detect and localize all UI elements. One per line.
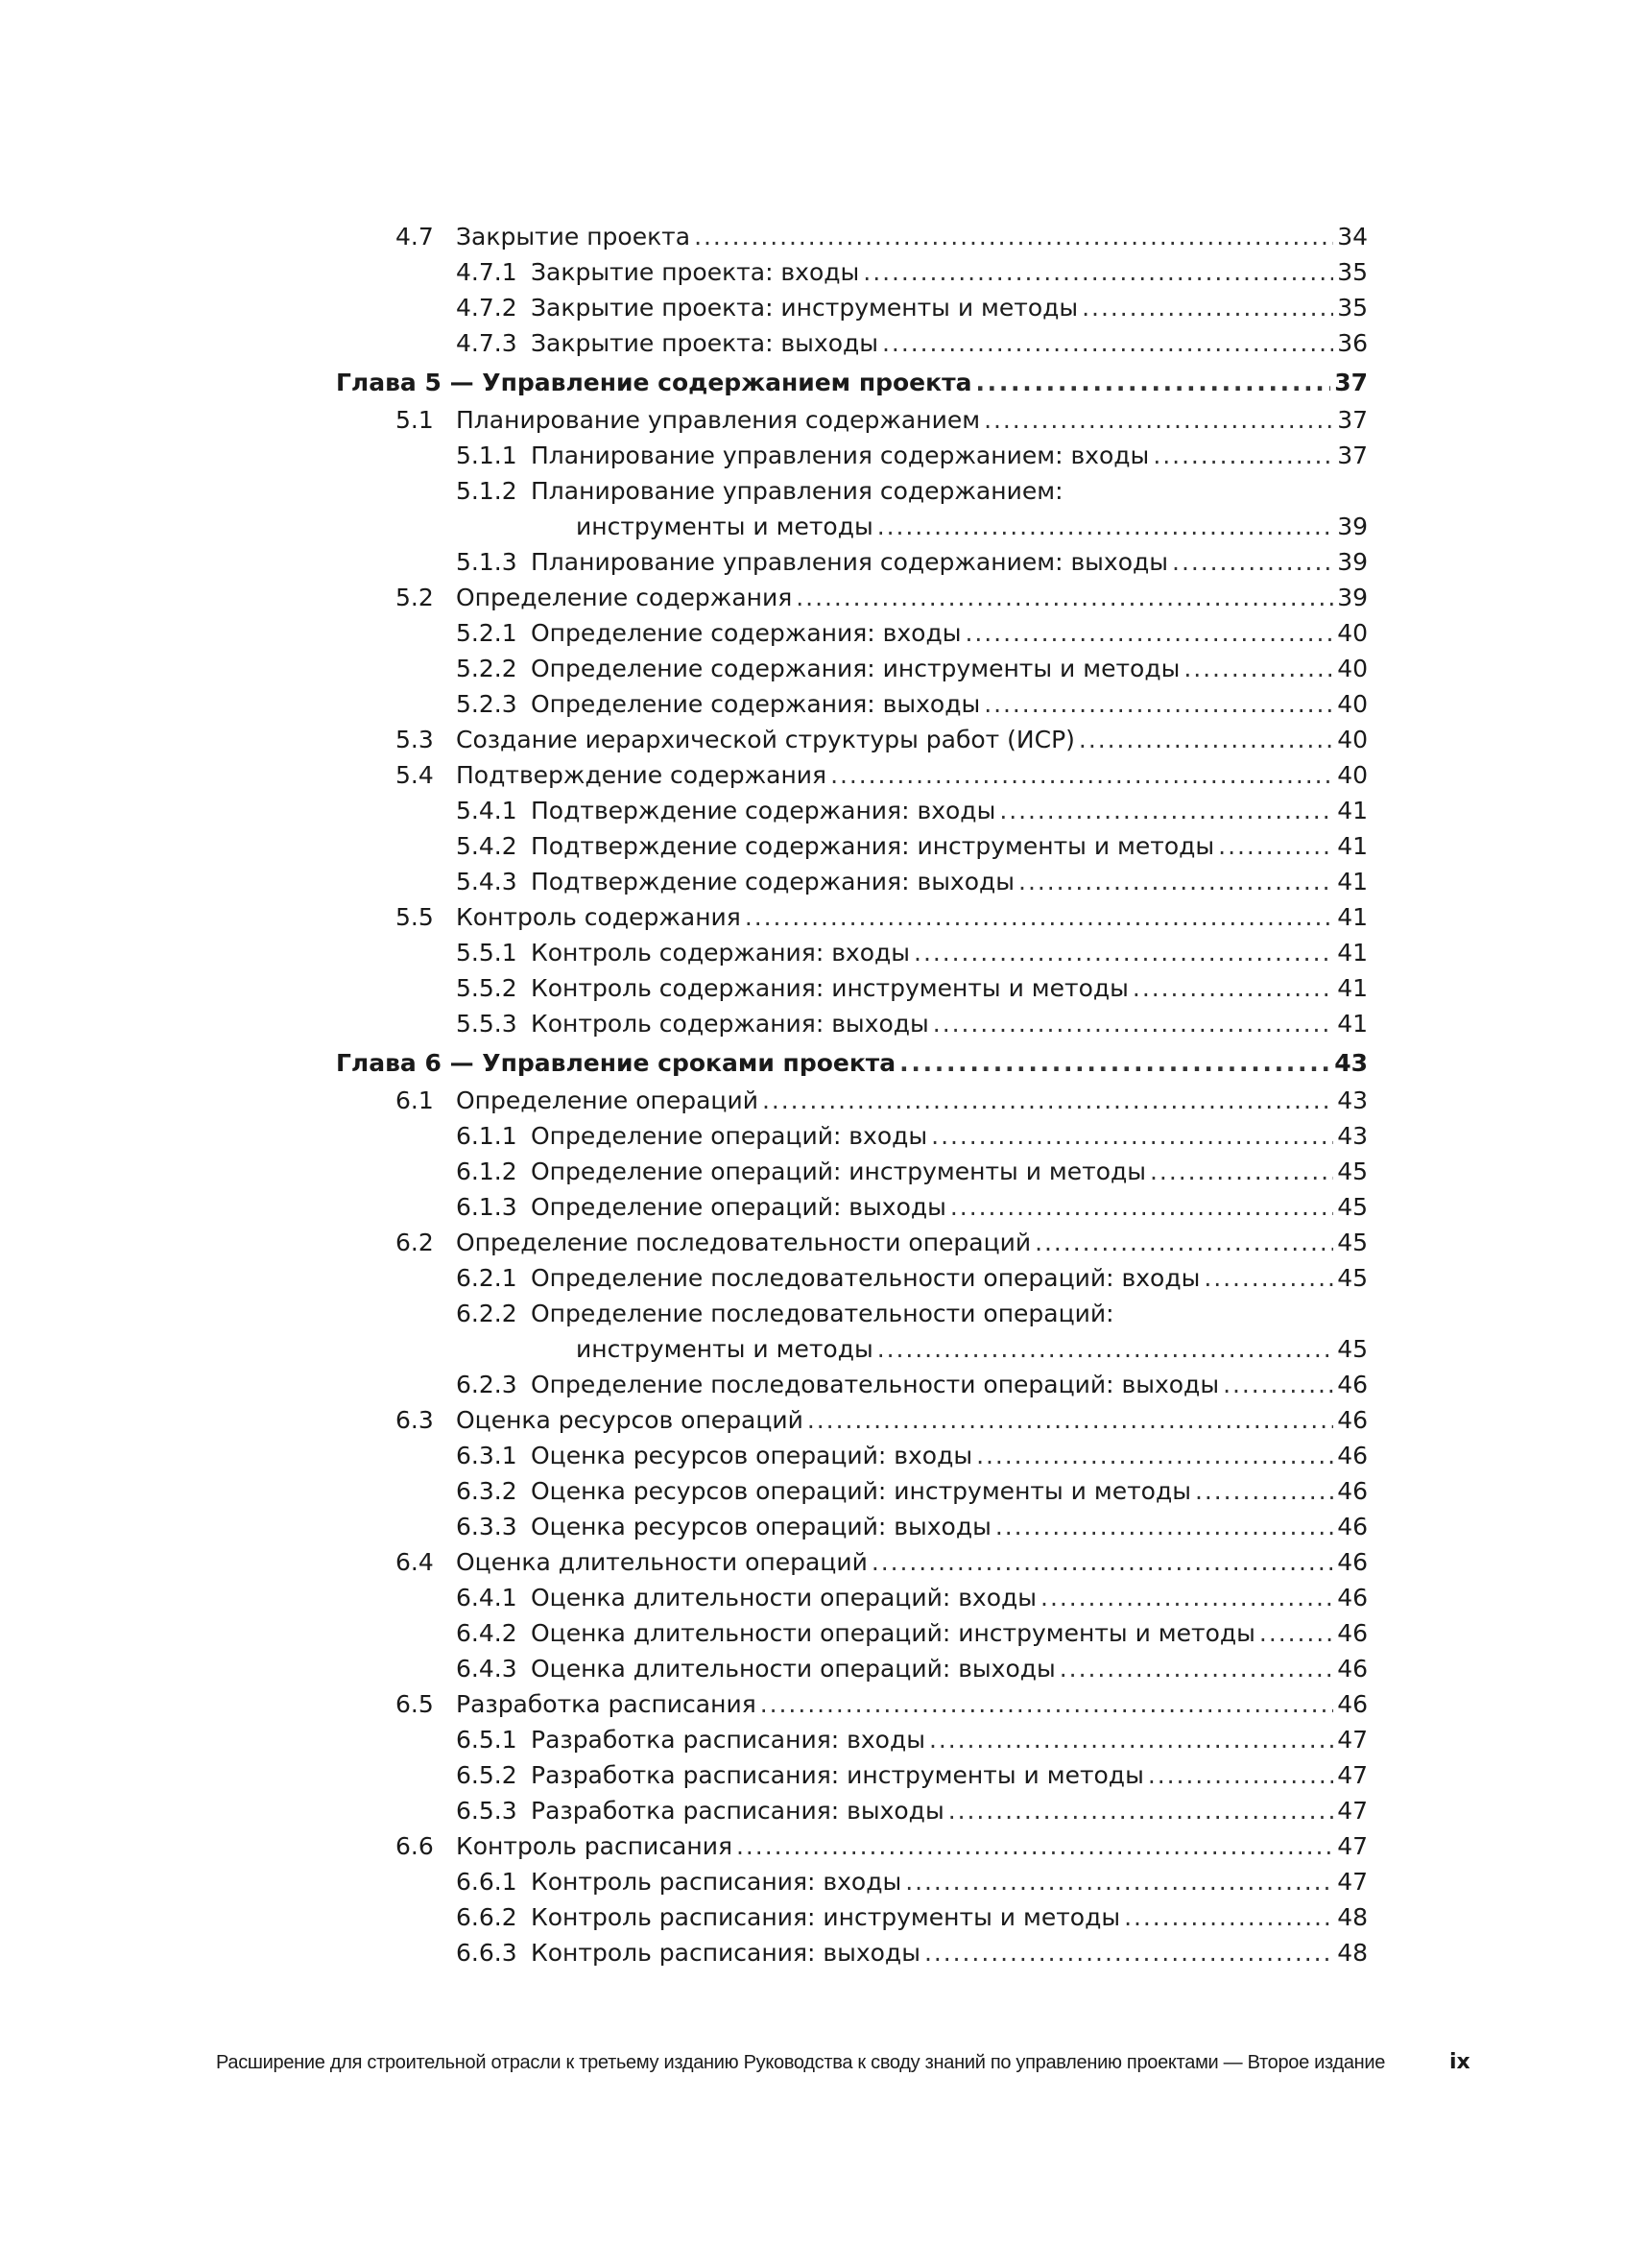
- toc-entry-page: 40: [1337, 655, 1368, 682]
- toc-entry-leader: [456, 1544, 1368, 1580]
- toc-subsection-entry: [0, 686, 1625, 722]
- toc-entry-title: Планирование управления содержанием: выходы: [531, 548, 1169, 576]
- toc-entry-leader: [531, 1580, 1368, 1615]
- toc-entry-title: Контроль содержания: инструменты и методы: [531, 974, 1129, 1002]
- toc-entry-number: 5.5.1: [456, 939, 517, 967]
- toc-entry-page: 48: [1337, 1939, 1368, 1967]
- toc-entry-leader: [456, 722, 1368, 757]
- toc-entry-title: Глава 6 — Управление сроками проекта: [336, 1049, 896, 1077]
- toc-entry-title: Подтверждение содержания: выходы: [531, 868, 1016, 895]
- dot-leader: [760, 1686, 1333, 1722]
- toc-entry-number: 6.4: [395, 1548, 434, 1576]
- toc-entry-number: 5.1.2: [456, 477, 517, 505]
- toc-entry-page: 46: [1337, 1690, 1368, 1718]
- toc-entry-number: 4.7: [395, 223, 434, 251]
- toc-entry-number: 5.4.1: [456, 797, 517, 824]
- toc-section-entry: [0, 899, 1625, 935]
- toc-entry-number: 6.3: [395, 1406, 434, 1434]
- toc-entry-leader: [531, 1899, 1368, 1935]
- toc-entry-page: 45: [1337, 1158, 1368, 1185]
- toc-entry-leader: [531, 544, 1368, 580]
- toc-entry-number: 6.6.2: [456, 1903, 517, 1931]
- toc-entry-page: 48: [1337, 1903, 1368, 1931]
- toc-entry-title: Контроль расписания: входы: [531, 1868, 902, 1896]
- toc-subsection-entry: [0, 1438, 1625, 1473]
- dot-leader: [762, 1083, 1333, 1118]
- toc-entry-page: 45: [1337, 1229, 1368, 1256]
- toc-entry-leader: [456, 1402, 1368, 1438]
- toc-entry-title: Определение содержания: входы: [531, 619, 962, 647]
- table-of-contents: [0, 219, 1625, 1970]
- dot-leader: [914, 935, 1333, 970]
- toc-entry-page: 47: [1337, 1832, 1368, 1860]
- toc-subsection-entry: [0, 1260, 1625, 1296]
- toc-subsection-entry: [0, 254, 1625, 290]
- toc-entry-page: 46: [1337, 1548, 1368, 1576]
- toc-subsection-entry: [0, 1793, 1625, 1828]
- toc-entry-leader: [531, 1509, 1368, 1544]
- toc-subsection-entry: [0, 615, 1625, 651]
- toc-entry-title: Подтверждение содержания: инструменты и методы: [531, 832, 1215, 860]
- toc-entry-number: 5.1.3: [456, 548, 517, 576]
- toc-entry-leader: [531, 828, 1368, 864]
- toc-entry-leader: [531, 1615, 1368, 1651]
- toc-section-entry: [0, 1544, 1625, 1580]
- toc-entry-number: 6.4.3: [456, 1655, 517, 1683]
- toc-entry-page: 41: [1337, 939, 1368, 967]
- toc-subsection-entry: [0, 1189, 1625, 1225]
- toc-entry-title: Определение последовательности операций: [456, 1229, 1032, 1256]
- toc-entry-leader: [531, 1367, 1368, 1402]
- toc-entry-number: 6.2.1: [456, 1264, 517, 1292]
- toc-entry-page: 40: [1337, 619, 1368, 647]
- dot-leader: [877, 1331, 1333, 1367]
- dot-leader: [931, 1118, 1333, 1154]
- toc-entry-number: 6.5.1: [456, 1726, 517, 1754]
- toc-entry-title: Оценка длительности операций: выходы: [531, 1655, 1056, 1683]
- toc-entry-number: 5.2.2: [456, 655, 517, 682]
- toc-entry-page: 39: [1337, 584, 1368, 611]
- toc-entry-page: 46: [1337, 1371, 1368, 1398]
- toc-entry-page: 37: [1337, 406, 1368, 434]
- toc-entry-number: 5.3: [395, 726, 434, 753]
- toc-entry-page: 34: [1337, 223, 1368, 251]
- toc-entry-page: 39: [1337, 548, 1368, 576]
- toc-entry-page: 41: [1337, 1010, 1368, 1038]
- toc-entry-leader: [531, 1651, 1368, 1686]
- toc-subsection-entry: [0, 1580, 1625, 1615]
- toc-entry-leader: [456, 1083, 1368, 1118]
- toc-entry-page: 45: [1337, 1264, 1368, 1292]
- dot-leader: [736, 1828, 1333, 1864]
- toc-entry-number: 6.3.2: [456, 1477, 517, 1505]
- toc-section-entry: [0, 1402, 1625, 1438]
- toc-entry-leader: [531, 970, 1368, 1006]
- toc-entry-title: Определение операций: выходы: [531, 1193, 946, 1221]
- dot-leader: [1218, 828, 1333, 864]
- dot-leader: [905, 1864, 1333, 1899]
- toc-subsection-entry: [0, 1935, 1625, 1970]
- toc-entry-page: 40: [1337, 690, 1368, 718]
- toc-entry-title: Определение содержания: [456, 584, 793, 611]
- toc-entry-leader: [531, 1864, 1368, 1899]
- toc-entry-page: 41: [1337, 797, 1368, 824]
- toc-entry-number: 6.5.2: [456, 1761, 517, 1789]
- running-footer: Расширение для строительной отрасли к третьему изданию Руководства к своду знаний по управлению проектами — Второе издание: [216, 2052, 1386, 2073]
- dot-leader: [984, 686, 1333, 722]
- dot-leader: [1133, 970, 1333, 1006]
- toc-entry-number: 6.2: [395, 1229, 434, 1256]
- toc-entry-leader: [456, 1828, 1368, 1864]
- toc-section-entry: [0, 1225, 1625, 1260]
- dot-leader: [1153, 438, 1333, 473]
- toc-section-entry: [0, 1083, 1625, 1118]
- dot-leader: [1035, 1225, 1333, 1260]
- toc-entry-page: 41: [1337, 974, 1368, 1002]
- toc-entry-number: 4.7.1: [456, 258, 517, 286]
- dot-leader: [830, 757, 1333, 793]
- toc-entry-continuation: [0, 509, 1625, 544]
- toc-entry-title: Разработка расписания: инструменты и методы: [531, 1761, 1144, 1789]
- toc-entry-title: Определение операций: входы: [531, 1122, 928, 1150]
- toc-subsection-entry: [0, 1864, 1625, 1899]
- toc-entry-leader: [531, 935, 1368, 970]
- toc-entry-page: 45: [1337, 1193, 1368, 1221]
- toc-entry-title: Закрытие проекта: выходы: [531, 329, 879, 357]
- toc-entry-page: 35: [1337, 294, 1368, 322]
- dot-leader: [1259, 1615, 1333, 1651]
- toc-entry-leader: [531, 1473, 1368, 1509]
- toc-entry-page: 40: [1337, 726, 1368, 753]
- dot-leader: [863, 254, 1333, 290]
- dot-leader: [995, 1509, 1333, 1544]
- toc-entry-page: 37: [1334, 369, 1368, 396]
- toc-subsection-entry: [0, 651, 1625, 686]
- toc-entry-leader: [531, 793, 1368, 828]
- toc-section-entry: [0, 1828, 1625, 1864]
- toc-entry-leader: [531, 1260, 1368, 1296]
- toc-entry-number: 5.1: [395, 406, 434, 434]
- dot-leader: [1018, 864, 1333, 899]
- toc-entry-leader: [576, 1331, 1368, 1367]
- toc-entry-title: Оценка ресурсов операций: инструменты и методы: [531, 1477, 1191, 1505]
- toc-entry-title: Оценка ресурсов операций: входы: [531, 1442, 973, 1469]
- toc-entry-title: Определение операций: [456, 1086, 758, 1114]
- toc-entry-page: 47: [1337, 1797, 1368, 1825]
- toc-entry-title: Оценка ресурсов операций: [456, 1406, 803, 1434]
- toc-entry-page: 39: [1337, 513, 1368, 540]
- toc-entry-leader: [456, 899, 1368, 935]
- toc-entry-page: 45: [1337, 1335, 1368, 1363]
- toc-entry-title: Контроль расписания: выходы: [531, 1939, 920, 1967]
- toc-subsection-entry: [0, 1651, 1625, 1686]
- toc-subsection-entry: [0, 970, 1625, 1006]
- toc-entry-number: 4.7.3: [456, 329, 517, 357]
- toc-entry-page: 47: [1337, 1868, 1368, 1896]
- toc-entry-title: Определение последовательности операций: выходы: [531, 1371, 1220, 1398]
- toc-entry-number: 6.1.3: [456, 1193, 517, 1221]
- toc-entry-number: 6.2.3: [456, 1371, 517, 1398]
- toc-entry-page: 47: [1337, 1761, 1368, 1789]
- dot-leader: [1148, 1757, 1333, 1793]
- toc-section-entry: [0, 219, 1625, 254]
- toc-entry-number: 5.2: [395, 584, 434, 611]
- toc-entry-title: Оценка длительности операций: входы: [531, 1584, 1038, 1611]
- toc-entry-page: 46: [1337, 1584, 1368, 1611]
- toc-entry-title: Контроль содержания: [456, 903, 741, 931]
- toc-entry-title: Определение последовательности операций:: [531, 1300, 1114, 1327]
- toc-entry-leader: [531, 1118, 1368, 1154]
- toc-entry-number: 6.2.2: [456, 1300, 517, 1327]
- toc-subsection-entry: [0, 1367, 1625, 1402]
- toc-subsection-entry: [0, 473, 1625, 509]
- toc-entry-number: 5.4: [395, 761, 434, 789]
- dot-leader: [976, 1438, 1333, 1473]
- toc-entry-number: 5.5.2: [456, 974, 517, 1002]
- toc-entry-title: Планирование управления содержанием:: [531, 477, 1063, 505]
- toc-entry-number: 6.3.3: [456, 1513, 517, 1540]
- toc-entry-number: 6.6.3: [456, 1939, 517, 1967]
- toc-subsection-entry: [0, 1722, 1625, 1757]
- toc-section-entry: [0, 722, 1625, 757]
- toc-entry-number: 6.6: [395, 1832, 434, 1860]
- toc-entry-title: Разработка расписания: [456, 1690, 756, 1718]
- dot-leader: [948, 1793, 1333, 1828]
- toc-entry-number: 6.4.2: [456, 1619, 517, 1647]
- toc-entry-leader: [456, 580, 1368, 615]
- toc-subsection-entry: [0, 828, 1625, 864]
- toc-entry-leader: [456, 757, 1368, 793]
- toc-subsection-entry: [0, 1473, 1625, 1509]
- toc-entry-title: Планирование управления содержанием: [456, 406, 981, 434]
- dot-leader: [1150, 1154, 1333, 1189]
- toc-section-entry: [0, 757, 1625, 793]
- toc-entry-page: 37: [1337, 442, 1368, 469]
- toc-entry-page: 35: [1337, 258, 1368, 286]
- toc-entry-title: Подтверждение содержания: входы: [531, 797, 996, 824]
- dot-leader: [807, 1402, 1333, 1438]
- toc-entry-leader: [456, 219, 1368, 254]
- toc-entry-page: 46: [1337, 1442, 1368, 1469]
- dot-leader: [950, 1189, 1333, 1225]
- toc-entry-leader: [576, 509, 1368, 544]
- toc-entry-page: 46: [1337, 1655, 1368, 1683]
- toc-entry-page: 46: [1337, 1406, 1368, 1434]
- toc-entry-number: 5.2.1: [456, 619, 517, 647]
- toc-entry-leader: [531, 1189, 1368, 1225]
- toc-entry-leader: [531, 325, 1368, 361]
- toc-entry-leader: [531, 1757, 1368, 1793]
- toc-subsection-entry: [0, 864, 1625, 899]
- dot-leader: [872, 1544, 1333, 1580]
- toc-entry-title: Оценка длительности операций: [456, 1548, 868, 1576]
- toc-chapter-entry: [0, 364, 1625, 402]
- toc-entry-title: Закрытие проекта: инструменты и методы: [531, 294, 1079, 322]
- toc-entry-page: 43: [1334, 1049, 1368, 1077]
- dot-leader: [1124, 1899, 1333, 1935]
- toc-subsection-entry: [0, 325, 1625, 361]
- dot-leader: [877, 509, 1333, 544]
- toc-entry-page: 47: [1337, 1726, 1368, 1754]
- toc-entry-continuation: [0, 1331, 1625, 1367]
- toc-entry-title: Подтверждение содержания: [456, 761, 827, 789]
- toc-entry-leader: [531, 651, 1368, 686]
- toc-entry-number: 6.5.3: [456, 1797, 517, 1825]
- dot-leader: [999, 793, 1333, 828]
- toc-section-entry: [0, 402, 1625, 438]
- dot-leader: [1195, 1473, 1333, 1509]
- toc-entry-title: Контроль содержания: выходы: [531, 1010, 929, 1038]
- toc-subsection-entry: [0, 1296, 1625, 1331]
- toc-entry-title: инструменты и методы: [576, 1335, 873, 1363]
- toc-entry-leader: [531, 254, 1368, 290]
- toc-entry-title: Контроль расписания: [456, 1832, 733, 1860]
- toc-entry-page: 46: [1337, 1477, 1368, 1505]
- toc-entry-title: Планирование управления содержанием: входы: [531, 442, 1150, 469]
- toc-entry-title: Определение операций: инструменты и методы: [531, 1158, 1147, 1185]
- dot-leader: [882, 325, 1333, 361]
- toc-entry-page: 40: [1337, 761, 1368, 789]
- toc-subsection-entry: [0, 793, 1625, 828]
- toc-entry-leader: [531, 864, 1368, 899]
- toc-entry-title: Закрытие проекта: входы: [531, 258, 860, 286]
- toc-section-entry: [0, 580, 1625, 615]
- toc-entry-title: Закрытие проекта: [456, 223, 691, 251]
- toc-entry-leader: [336, 364, 1368, 402]
- dot-leader: [745, 899, 1333, 935]
- toc-entry-leader: [531, 1793, 1368, 1828]
- toc-chapter-entry: [0, 1044, 1625, 1083]
- toc-entry-number: 6.1.2: [456, 1158, 517, 1185]
- dot-leader: [1204, 1260, 1333, 1296]
- toc-entry-leader: [531, 1935, 1368, 1970]
- toc-entry-leader: [531, 290, 1368, 325]
- toc-entry-title: Оценка ресурсов операций: выходы: [531, 1513, 992, 1540]
- toc-subsection-entry: [0, 1118, 1625, 1154]
- toc-entry-leader: [456, 1686, 1368, 1722]
- toc-entry-page: 43: [1337, 1086, 1368, 1114]
- toc-entry-page: 43: [1337, 1122, 1368, 1150]
- toc-entry-number: 6.3.1: [456, 1442, 517, 1469]
- toc-entry-title: Определение содержания: инструменты и методы: [531, 655, 1181, 682]
- dot-leader: [1082, 290, 1333, 325]
- toc-entry-number: 6.4.1: [456, 1584, 517, 1611]
- page-number: ix: [1449, 2050, 1470, 2074]
- toc-subsection-entry: [0, 1154, 1625, 1189]
- toc-entry-page: 46: [1337, 1619, 1368, 1647]
- dot-leader: [796, 580, 1333, 615]
- toc-entry-number: 6.1.1: [456, 1122, 517, 1150]
- toc-entry-title: Глава 5 — Управление содержанием проекта: [336, 369, 972, 396]
- toc-subsection-entry: [0, 935, 1625, 970]
- toc-subsection-entry: [0, 438, 1625, 473]
- toc-entry-title: Определение последовательности операций: входы: [531, 1264, 1201, 1292]
- toc-subsection-entry: [0, 544, 1625, 580]
- dot-leader: [1079, 722, 1333, 757]
- toc-entry-title: Оценка длительности операций: инструменты и методы: [531, 1619, 1255, 1647]
- dot-leader: [966, 615, 1334, 651]
- toc-entry-leader: [531, 686, 1368, 722]
- toc-entry-leader: [531, 1006, 1368, 1041]
- toc-entry-number: 5.4.3: [456, 868, 517, 895]
- toc-entry-number: 5.5.3: [456, 1010, 517, 1038]
- toc-entry-leader: [531, 1722, 1368, 1757]
- toc-subsection-entry: [0, 1615, 1625, 1651]
- dot-leader: [984, 402, 1333, 438]
- toc-entry-leader: [531, 1154, 1368, 1189]
- toc-entry-title: инструменты и методы: [576, 513, 873, 540]
- toc-entry-number: 6.5: [395, 1690, 434, 1718]
- dot-leader: [929, 1722, 1333, 1757]
- dot-leader: [924, 1935, 1333, 1970]
- toc-entry-page: 41: [1337, 903, 1368, 931]
- dot-leader: [1060, 1651, 1333, 1686]
- toc-entry-page: 41: [1337, 832, 1368, 860]
- toc-entry-leader: [456, 1225, 1368, 1260]
- toc-entry-title: Разработка расписания: входы: [531, 1726, 925, 1754]
- toc-subsection-entry: [0, 1006, 1625, 1041]
- toc-subsection-entry: [0, 290, 1625, 325]
- toc-entry-number: 5.5: [395, 903, 434, 931]
- dot-leader: [1223, 1367, 1333, 1402]
- toc-entry-page: 36: [1337, 329, 1368, 357]
- toc-section-entry: [0, 1686, 1625, 1722]
- toc-entry-number: 5.2.3: [456, 690, 517, 718]
- dot-leader: [1040, 1580, 1333, 1615]
- toc-entry-title: Определение содержания: выходы: [531, 690, 981, 718]
- toc-subsection-entry: [0, 1757, 1625, 1793]
- toc-entry-leader: [531, 438, 1368, 473]
- toc-entry-leader: [531, 1438, 1368, 1473]
- toc-entry-title: Разработка расписания: выходы: [531, 1797, 944, 1825]
- toc-entry-page: 46: [1337, 1513, 1368, 1540]
- dot-leader: [1183, 651, 1333, 686]
- toc-entry-number: 4.7.2: [456, 294, 517, 322]
- toc-entry-title: Контроль расписания: инструменты и методы: [531, 1903, 1121, 1931]
- dot-leader: [694, 219, 1333, 254]
- dot-leader: [1172, 544, 1333, 580]
- toc-entry-title: Создание иерархической структуры работ (ИСР): [456, 726, 1075, 753]
- toc-entry-title: Контроль содержания: входы: [531, 939, 911, 967]
- toc-entry-leader: [336, 1044, 1368, 1083]
- dot-leader: [933, 1006, 1333, 1041]
- toc-entry-number: 5.1.1: [456, 442, 517, 469]
- toc-entry-page: 41: [1337, 868, 1368, 895]
- toc-subsection-entry: [0, 1899, 1625, 1935]
- toc-entry-leader: [531, 615, 1368, 651]
- dot-leader: [899, 1044, 1330, 1083]
- toc-entry-leader: [456, 402, 1368, 438]
- toc-entry-number: 6.1: [395, 1086, 434, 1114]
- toc-entry-number: 5.4.2: [456, 832, 517, 860]
- toc-subsection-entry: [0, 1509, 1625, 1544]
- dot-leader: [975, 364, 1330, 402]
- toc-entry-number: 6.6.1: [456, 1868, 517, 1896]
